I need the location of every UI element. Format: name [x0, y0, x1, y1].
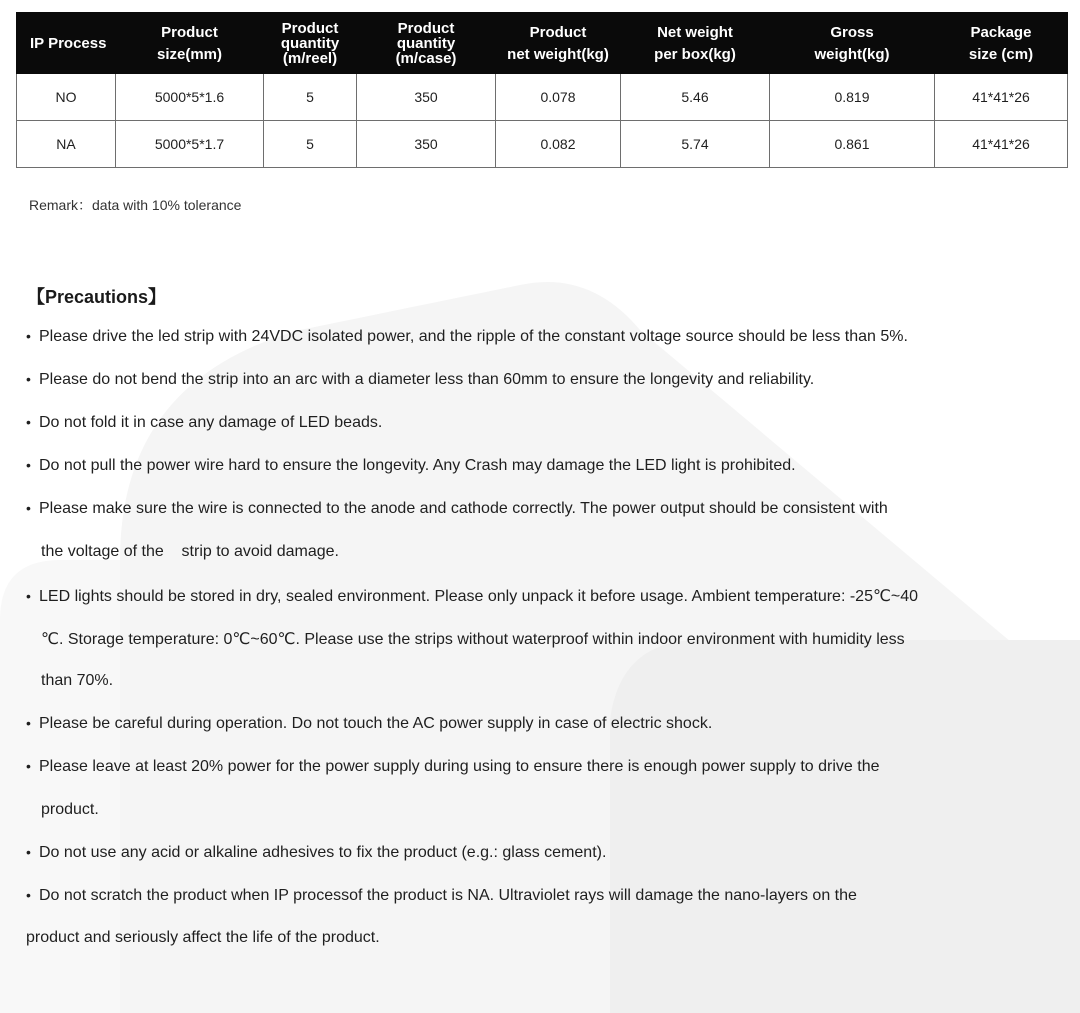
header-product-size: Product size(mm) [116, 13, 264, 74]
precaution-item: • Do not fold it in case any damage of LED beads. [26, 414, 383, 431]
precaution-item: • Do not pull the power wire hard to ensure the longevity. Any Crash may damage the LED light is prohibited. [26, 457, 796, 474]
header-ip-process: IP Process [17, 13, 116, 74]
table-cell: NA [17, 121, 116, 168]
header-quantity-case: Product quantity (m/case) [357, 13, 496, 74]
precaution-item: • Do not use any acid or alkaline adhesives to fix the product (e.g.: glass cement). [26, 844, 607, 861]
table-cell: 5.74 [621, 121, 770, 168]
precaution-item: • Do not scratch the product when IP processof the product is NA. Ultraviolet rays will damage the nano-layers on the [26, 887, 857, 904]
precaution-item: • Please make sure the wire is connected to the anode and cathode correctly. The power output should be consistent with [26, 500, 888, 517]
table-cell: 5000*5*1.7 [116, 121, 264, 168]
precaution-item: • Please do not bend the strip into an arc with a diameter less than 60mm to ensure the longevity and reliability. [26, 371, 815, 388]
precaution-continuation: product. [41, 801, 99, 818]
bullet-icon: • [26, 500, 31, 516]
precaution-item: • Please be careful during operation. Do not touch the AC power supply in case of electric shock. [26, 715, 713, 732]
bullet-icon: • [26, 758, 31, 774]
table-cell: 350 [357, 74, 496, 121]
spec-table [16, 12, 1068, 168]
table-cell: 5000*5*1.6 [116, 74, 264, 121]
bullet-icon: • [26, 414, 31, 430]
header-gross-weight: Gross weight(kg) [770, 13, 935, 74]
table-cell: 41*41*26 [935, 121, 1068, 168]
bullet-icon: • [26, 588, 31, 604]
precaution-item: • Please leave at least 20% power for the power supply during using to ensure there is enough power supply to drive the [26, 758, 880, 775]
precaution-continuation: ℃. Storage temperature: 0℃~60℃. Please use the strips without waterproof within indoor environment with humidity less [41, 631, 905, 648]
precaution-continuation: than 70%. [41, 672, 114, 689]
table-header-row [17, 13, 1068, 74]
precaution-continuation: product and seriously affect the life of the product. [26, 929, 380, 946]
bullet-icon: • [26, 844, 31, 860]
bullet-icon: • [26, 371, 31, 387]
table-cell: 0.819 [770, 74, 935, 121]
precaution-continuation: the voltage of the strip to avoid damage. [41, 543, 339, 560]
table-row [17, 74, 1068, 121]
precaution-item: • LED lights should be stored in dry, sealed environment. Please only unpack it before usage. Ambient temperature: -25℃~40 [26, 588, 919, 605]
bullet-icon: • [26, 328, 31, 344]
table-cell: 5.46 [621, 74, 770, 121]
precautions-title: 【Precautions】 [27, 287, 167, 307]
header-package-size: Package size (cm) [935, 13, 1068, 74]
bullet-icon: • [26, 715, 31, 731]
table-cell: 5 [264, 121, 357, 168]
table-cell: 0.078 [496, 74, 621, 121]
bullet-icon: • [26, 887, 31, 903]
header-net-weight-box: Net weight per box(kg) [621, 13, 770, 74]
table-cell: 0.861 [770, 121, 935, 168]
table-cell: NO [17, 74, 116, 121]
precaution-item: • Please drive the led strip with 24VDC isolated power, and the ripple of the constant voltage source should be less than 5%. [26, 328, 908, 345]
table-cell: 0.082 [496, 121, 621, 168]
table-cell: 5 [264, 74, 357, 121]
remark-note: Remark：data with 10% tolerance [29, 197, 242, 213]
table-row [17, 121, 1068, 168]
bullet-icon: • [26, 457, 31, 473]
header-net-weight: Product net weight(kg) [496, 13, 621, 74]
header-quantity-reel: Product quantity (m/reel) [264, 13, 357, 74]
table-cell: 350 [357, 121, 496, 168]
table-cell: 41*41*26 [935, 74, 1068, 121]
